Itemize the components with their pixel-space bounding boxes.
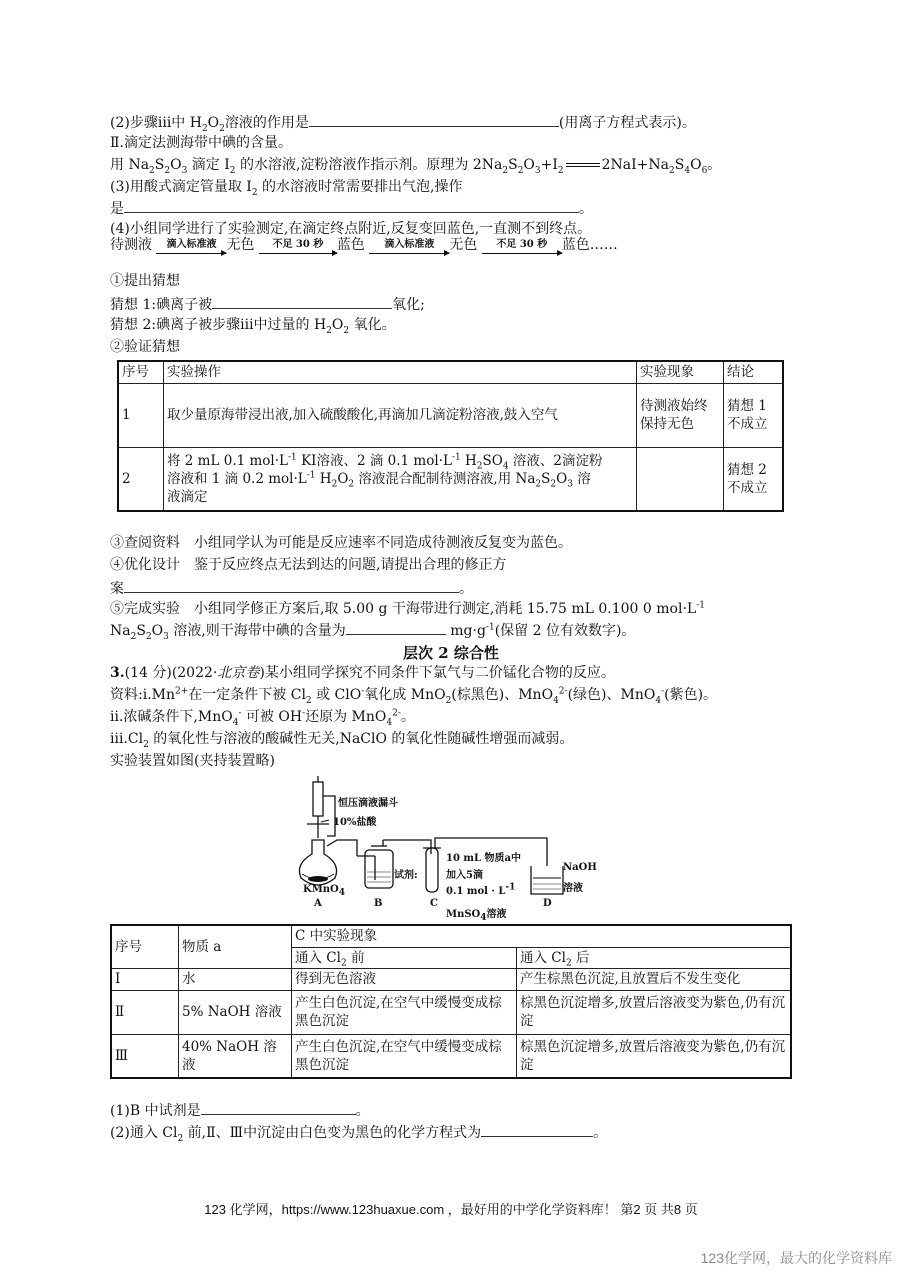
verify-title: ②验证猜想	[110, 339, 180, 355]
answer-blank[interactable]	[201, 1100, 356, 1115]
header-cell: 实验现象	[637, 361, 724, 383]
question-3-line2: 是 。	[110, 198, 593, 218]
c-label-1: 10 mL 物质a中	[446, 853, 521, 864]
funnel-body	[313, 782, 323, 816]
table-row: Ⅰ 水 得到无色溶液 产生棕黑色沉淀,且放置后不发生变化	[111, 968, 791, 990]
label-b: B	[374, 898, 383, 909]
header-cell: 序号	[118, 361, 164, 383]
sub-question-2: (2)通入 $Cl_2$ 前,Ⅱ、Ⅲ中沉淀由白色变为黑色的化学方程式为 。	[110, 1122, 607, 1142]
header-cell: 结论	[724, 361, 784, 383]
header-cell: 通入 $Cl_2$ 前	[292, 947, 517, 968]
experiment-table	[110, 924, 792, 1079]
question-3-stem: 3.(14 分)(2022·北京卷)某小组同学探究不同条件下氯气与二价锰化合物的反应。	[110, 665, 615, 681]
header-cell: 序号	[111, 925, 179, 968]
watermark: 123化学网，最大的化学资料库	[700, 1250, 892, 1266]
complete-line1: ⑤完成实验 小组同学修正方案后,取 5.00 g 干海带进行测定,消耗 15.75 mL 0.100 0 $mol\cdot L^{-1}$	[110, 600, 705, 617]
sub-question-1: (1)B 中试剂是 。	[110, 1100, 370, 1120]
guess-2: 猜想 2:碘离子被步骤ⅲ中过量的 $H_2O_2$ 氧化。	[110, 317, 396, 336]
label-c: C	[430, 898, 438, 909]
tube-c	[426, 848, 438, 892]
flow-arrow: 滴入标准液	[369, 239, 449, 254]
c-label-4: MnSO$_4$溶液	[446, 909, 507, 923]
section-title: 层次 2 综合性	[403, 644, 499, 662]
answer-blank[interactable]	[346, 620, 446, 635]
info-3: $ⅲ.Cl_2$ 的氧化性与溶液的酸碱性无关,NaClO 的氧化性随碱性增强而减弱。	[110, 731, 574, 750]
equals-sign	[566, 163, 600, 167]
page-footer: 123 化学网，https://www.123huaxue.com ，最好用的中学化学资料库！ 第2 页 共8 页	[204, 1202, 698, 1217]
table-row: Ⅲ 40% NaOH 溶液 产生白色沉淀,在空气中缓慢变成棕黑色沉淀 棕黑色沉淀增多,放置后溶液变为紫色,仍有沉淀	[111, 1034, 791, 1078]
optimize-line2: 案 。	[110, 578, 473, 598]
kmno4-solid	[308, 876, 328, 882]
verification-table	[117, 360, 784, 512]
beaker-d	[531, 866, 563, 894]
check-info: ③查阅资料 小组同学认为可能是反应速率不同造成待测液反复变为蓝色。	[110, 535, 572, 551]
operation-cell: 将 2 mL 0.1 $mol\cdot L^{-1}$ KI溶液、2 滴 0.1 $mol\cdot L^{-1}$ $H_2SO_4$ 溶液、2滴淀粉 溶液和 1 滴 0.2 $mol\cdot L^{-1}$ $H_2O_2$ 溶液混合配制待测溶液,用 $Na_2S_2O_3$ 溶 液滴定	[164, 447, 637, 511]
header-cell: C 中实验现象	[292, 925, 792, 947]
titration-flow: 待测液 滴入标准液 无色 不足 30 秒 蓝色 滴入标准液 无色 不足 30 秒 蓝色……	[110, 237, 618, 253]
table-row: Ⅱ 5% NaOH 溶液 产生白色沉淀,在空气中缓慢变成棕黑色沉淀 棕黑色沉淀增多,放置后溶液变为紫色,仍有沉淀	[111, 990, 791, 1034]
answer-blank[interactable]	[124, 578, 459, 593]
c-label-2: 加入5滴	[446, 870, 483, 881]
guess-title: ①提出猜想	[110, 273, 180, 289]
header-cell: 实验操作	[164, 361, 637, 383]
info-2: ⅱ.浓碱条件下,MnO$_4$- 可被 OH-还原为 MnO$_4^{2-}$。	[110, 708, 415, 728]
acid-label: 10%盐酸	[333, 817, 377, 828]
naoh-label-1: NaOH	[563, 862, 597, 873]
answer-blank[interactable]	[212, 294, 392, 309]
table-row: 1 取少量原海带浸出液,加入硫酸酸化,再滴加几滴淀粉溶液,鼓入空气 待测液始终保持无色 猜想 1 不成立	[118, 383, 783, 447]
answer-blank[interactable]	[124, 198, 579, 213]
label-a: A	[314, 898, 322, 909]
info-4: 实验装置如图(夹持装置略)	[110, 753, 275, 769]
label-d: D	[543, 898, 552, 909]
header-cell: 通入 $Cl_2$ 后	[517, 947, 792, 968]
flow-arrow: 不足 30 秒	[259, 239, 337, 254]
titration-principle: 用 $Na_2S_2O_3$ 滴定 $I_2$ 的水溶液,淀粉溶液作指示剂。原理为 $2Na_2S_2O_3+I_2$ $2NaI+Na_2S_4O_6$。	[110, 157, 722, 176]
guess-1: 猜想 1:碘离子被 氧化;	[110, 294, 425, 314]
flow-arrow: 不足 30 秒	[482, 239, 562, 254]
funnel-label: 恒压滴液漏斗	[338, 798, 398, 809]
question-3: (3)用酸式滴定管量取 $I_2$ 的水溶液时常需要排出气泡,操作	[110, 179, 463, 198]
c-label-3: 0.1 mol · $L^{-1}$	[446, 882, 516, 897]
complete-line2: $Na_2S_2O_3$ 溶液,则干海带中碘的含量为 $mg\cdot g^{-1}$(保留 2 位有效数字)。	[110, 620, 635, 640]
optimize-line1: ④优化设计 鉴于反应终点无法到达的问题,请提出合理的修正方	[110, 557, 507, 573]
question-4: (4)小组同学进行了实验测定,在滴定终点附近,反复变回蓝色,一直测不到终点。	[110, 221, 592, 237]
section-heading: Ⅱ.滴定法测海带中碘的含量。	[110, 135, 292, 151]
flow-arrow: 滴入标准液	[156, 239, 226, 254]
kmno4-label: KMnO$_4$	[303, 884, 346, 898]
naoh-label-2: 溶液	[563, 883, 583, 894]
reagent-label: 试剂:	[394, 870, 418, 881]
info-1: 资料$:ⅰ.Mn^{2+}$在一定条件下被 $Cl_2$ 或 ClO-氧化成 MnO$_2$(棕黑色)、MnO$_4^{2-}$(绿色)、MnO$_4$-(紫色)。	[110, 686, 718, 706]
header-cell: 物质 a	[179, 925, 292, 968]
question-2: (2)步骤ⅲ中 $H_2O_2$溶液的作用是 (用离子方程式表示)。	[110, 112, 696, 132]
answer-blank[interactable]	[481, 1122, 593, 1137]
table-row: 2 将 2 mL 0.1 $mol\cdot L^{-1}$ KI溶液、2 滴 0.1 $mol\cdot L^{-1}$ $H_2SO_4$ 溶液、2滴淀粉 溶液和 1 滴 0.2 $mol\cdot L^{-1}$ $H_2O_2$ 溶液混合配制待测溶液,用 $Na_2S_2O_3$ 溶 液滴定 猜想 2 不成立	[118, 447, 783, 511]
answer-blank[interactable]	[309, 112, 559, 127]
